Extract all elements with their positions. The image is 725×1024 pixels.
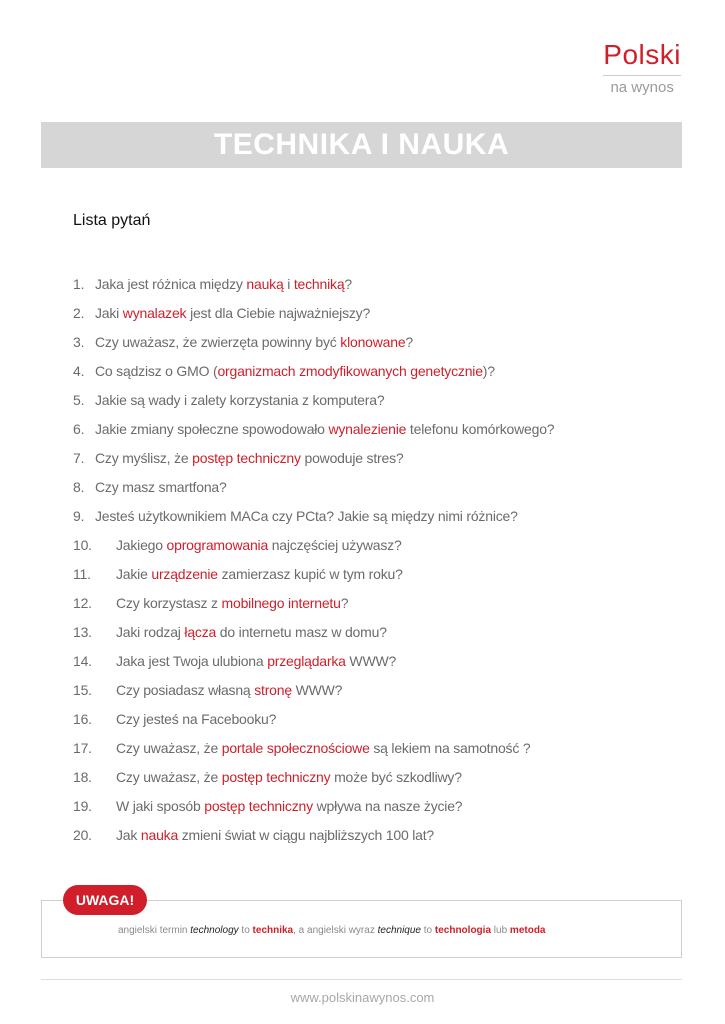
question-number: 19.: [73, 798, 92, 814]
question-text: jest dla Ciebie najważniejszy?: [186, 305, 371, 321]
logo: [603, 40, 681, 96]
question-keyword: urządzenie: [151, 566, 218, 582]
question-text: Czy masz smartfona?: [95, 479, 227, 495]
question-number: 7.: [73, 450, 85, 466]
question-item: [73, 589, 554, 618]
footer-url[interactable]: www.polskinawynos.com: [290, 990, 435, 1005]
question-text: Jaki: [95, 305, 123, 321]
question-keyword: stronę: [254, 682, 292, 698]
note-english-term: technique: [377, 925, 421, 936]
question-text: ?: [405, 334, 414, 350]
note-text-segment: angielski termin: [118, 925, 191, 936]
note-badge: UWAGA!: [63, 885, 147, 915]
question-text: Jakiego: [116, 537, 167, 553]
question-keyword: nauką: [246, 276, 284, 292]
question-text: Jakie są wady i zalety korzystania z komputera?: [95, 392, 385, 408]
question-text: Jaka jest różnica między: [95, 276, 247, 292]
question-number: 17.: [73, 740, 92, 756]
question-keyword: mobilnego internetu: [221, 595, 341, 611]
question-keyword: postęp techniczny: [192, 450, 301, 466]
question-number: 16.: [73, 711, 92, 727]
question-text: ?: [340, 595, 349, 611]
question-text: wpływa na nasze życie?: [312, 798, 463, 814]
question-number: 10.: [73, 537, 92, 553]
question-item: [73, 473, 554, 502]
question-number: 11.: [73, 566, 91, 582]
question-text: )?: [482, 363, 495, 379]
question-text: zmieni świat w ciągu najbliższych 100 lat?: [178, 827, 435, 843]
question-text: Czy uważasz, że zwierzęta powinny być: [95, 334, 341, 350]
question-item: [73, 676, 554, 705]
question-text: najczęściej używasz?: [268, 537, 402, 553]
question-text: Jakie: [116, 566, 152, 582]
note-text-segment: to: [420, 925, 435, 936]
question-text: Czy uważasz, że: [116, 740, 222, 756]
note-text-segment: to: [238, 925, 253, 936]
note-text-segment: , a angielski wyraz: [293, 925, 378, 936]
note-english-term: technology: [190, 925, 239, 936]
question-keyword: postęp techniczny: [204, 798, 313, 814]
question-keyword: wynalezienie: [328, 421, 407, 437]
question-item: [73, 792, 554, 821]
question-text: Czy korzystasz z: [116, 595, 222, 611]
question-keyword: przeglądarka: [267, 653, 346, 669]
question-item: [73, 531, 554, 560]
question-number: 9.: [73, 508, 85, 524]
title-bar: [41, 122, 682, 168]
question-text: Czy uważasz, że: [116, 769, 222, 785]
note-keyword: technologia: [434, 925, 492, 936]
question-number: 2.: [73, 305, 85, 321]
question-text: ?: [344, 276, 352, 292]
question-number: 1.: [73, 276, 85, 292]
question-item: [73, 299, 554, 328]
question-item: [73, 821, 554, 850]
list-heading: Lista pytań: [73, 212, 151, 229]
question-text: Jesteś użytkownikiem MACa czy PCta? Jakie są między nimi różnice?: [95, 508, 518, 524]
question-item: [73, 444, 554, 473]
question-text: W jaki sposób: [116, 798, 205, 814]
question-keyword: klonowane: [340, 334, 406, 350]
page-title: TECHNIKA I NAUKA: [213, 128, 510, 161]
question-number: 15.: [73, 682, 92, 698]
question-text: są lekiem na samotność ?: [369, 740, 531, 756]
question-text: Jakie zmiany społeczne spowodowało: [95, 421, 329, 437]
question-text: Co sądzisz o GMO (: [95, 363, 218, 379]
question-text: powoduje stres?: [300, 450, 404, 466]
footer-divider: [41, 979, 682, 980]
question-item: [73, 763, 554, 792]
note-text: [118, 925, 545, 936]
question-text: Czy myślisz, że: [95, 450, 193, 466]
question-keyword: oprogramowania: [166, 537, 269, 553]
question-item: [73, 647, 554, 676]
question-text: może być szkodliwy?: [330, 769, 462, 785]
question-number: 12.: [73, 595, 92, 611]
question-item: [73, 328, 554, 357]
question-list: [73, 270, 554, 850]
question-text: Jaki rodzaj: [116, 624, 185, 640]
question-number: 18.: [73, 769, 92, 785]
question-text: Jak: [116, 827, 141, 843]
note-text-segment: lub: [491, 925, 510, 936]
question-item: [73, 618, 554, 647]
question-text: Jaka jest Twoja ulubiona: [116, 653, 268, 669]
question-number: 3.: [73, 334, 85, 350]
question-item: [73, 270, 554, 299]
question-keyword: organizmach zmodyfikowanych genetycznie: [217, 363, 483, 379]
question-text: i: [283, 276, 294, 292]
question-text: Czy posiadasz własną: [116, 682, 255, 698]
question-text: Czy jesteś na Facebooku?: [116, 711, 277, 727]
question-item: [73, 386, 554, 415]
question-item: [73, 415, 554, 444]
note-keyword: metoda: [509, 925, 546, 936]
question-text: WWW?: [345, 653, 397, 669]
note-keyword: technika: [252, 925, 294, 936]
question-keyword: wynalazek: [122, 305, 187, 321]
question-number: 4.: [73, 363, 85, 379]
logo-main-text: Polski: [603, 39, 681, 70]
question-keyword: postęp techniczny: [221, 769, 331, 785]
question-number: 8.: [73, 479, 85, 495]
question-number: 6.: [73, 421, 85, 437]
question-item: [73, 502, 554, 531]
question-text: WWW?: [291, 682, 343, 698]
question-keyword: portale społecznościowe: [221, 740, 370, 756]
question-number: 20.: [73, 827, 92, 843]
question-number: 5.: [73, 392, 85, 408]
question-item: [73, 734, 554, 763]
question-keyword: nauka: [140, 827, 179, 843]
question-item: [73, 705, 554, 734]
question-text: zamierzasz kupić w tym roku?: [217, 566, 403, 582]
question-keyword: techniką: [293, 276, 345, 292]
question-item: [73, 357, 554, 386]
logo-sub-text: na wynos: [610, 79, 674, 96]
question-text: telefonu komórkowego?: [406, 421, 555, 437]
question-number: 14.: [73, 653, 92, 669]
logo-divider: [603, 75, 681, 76]
question-text: do internetu masz w domu?: [216, 624, 387, 640]
question-keyword: łącza: [184, 624, 217, 640]
question-item: [73, 560, 554, 589]
question-number: 13.: [73, 624, 92, 640]
